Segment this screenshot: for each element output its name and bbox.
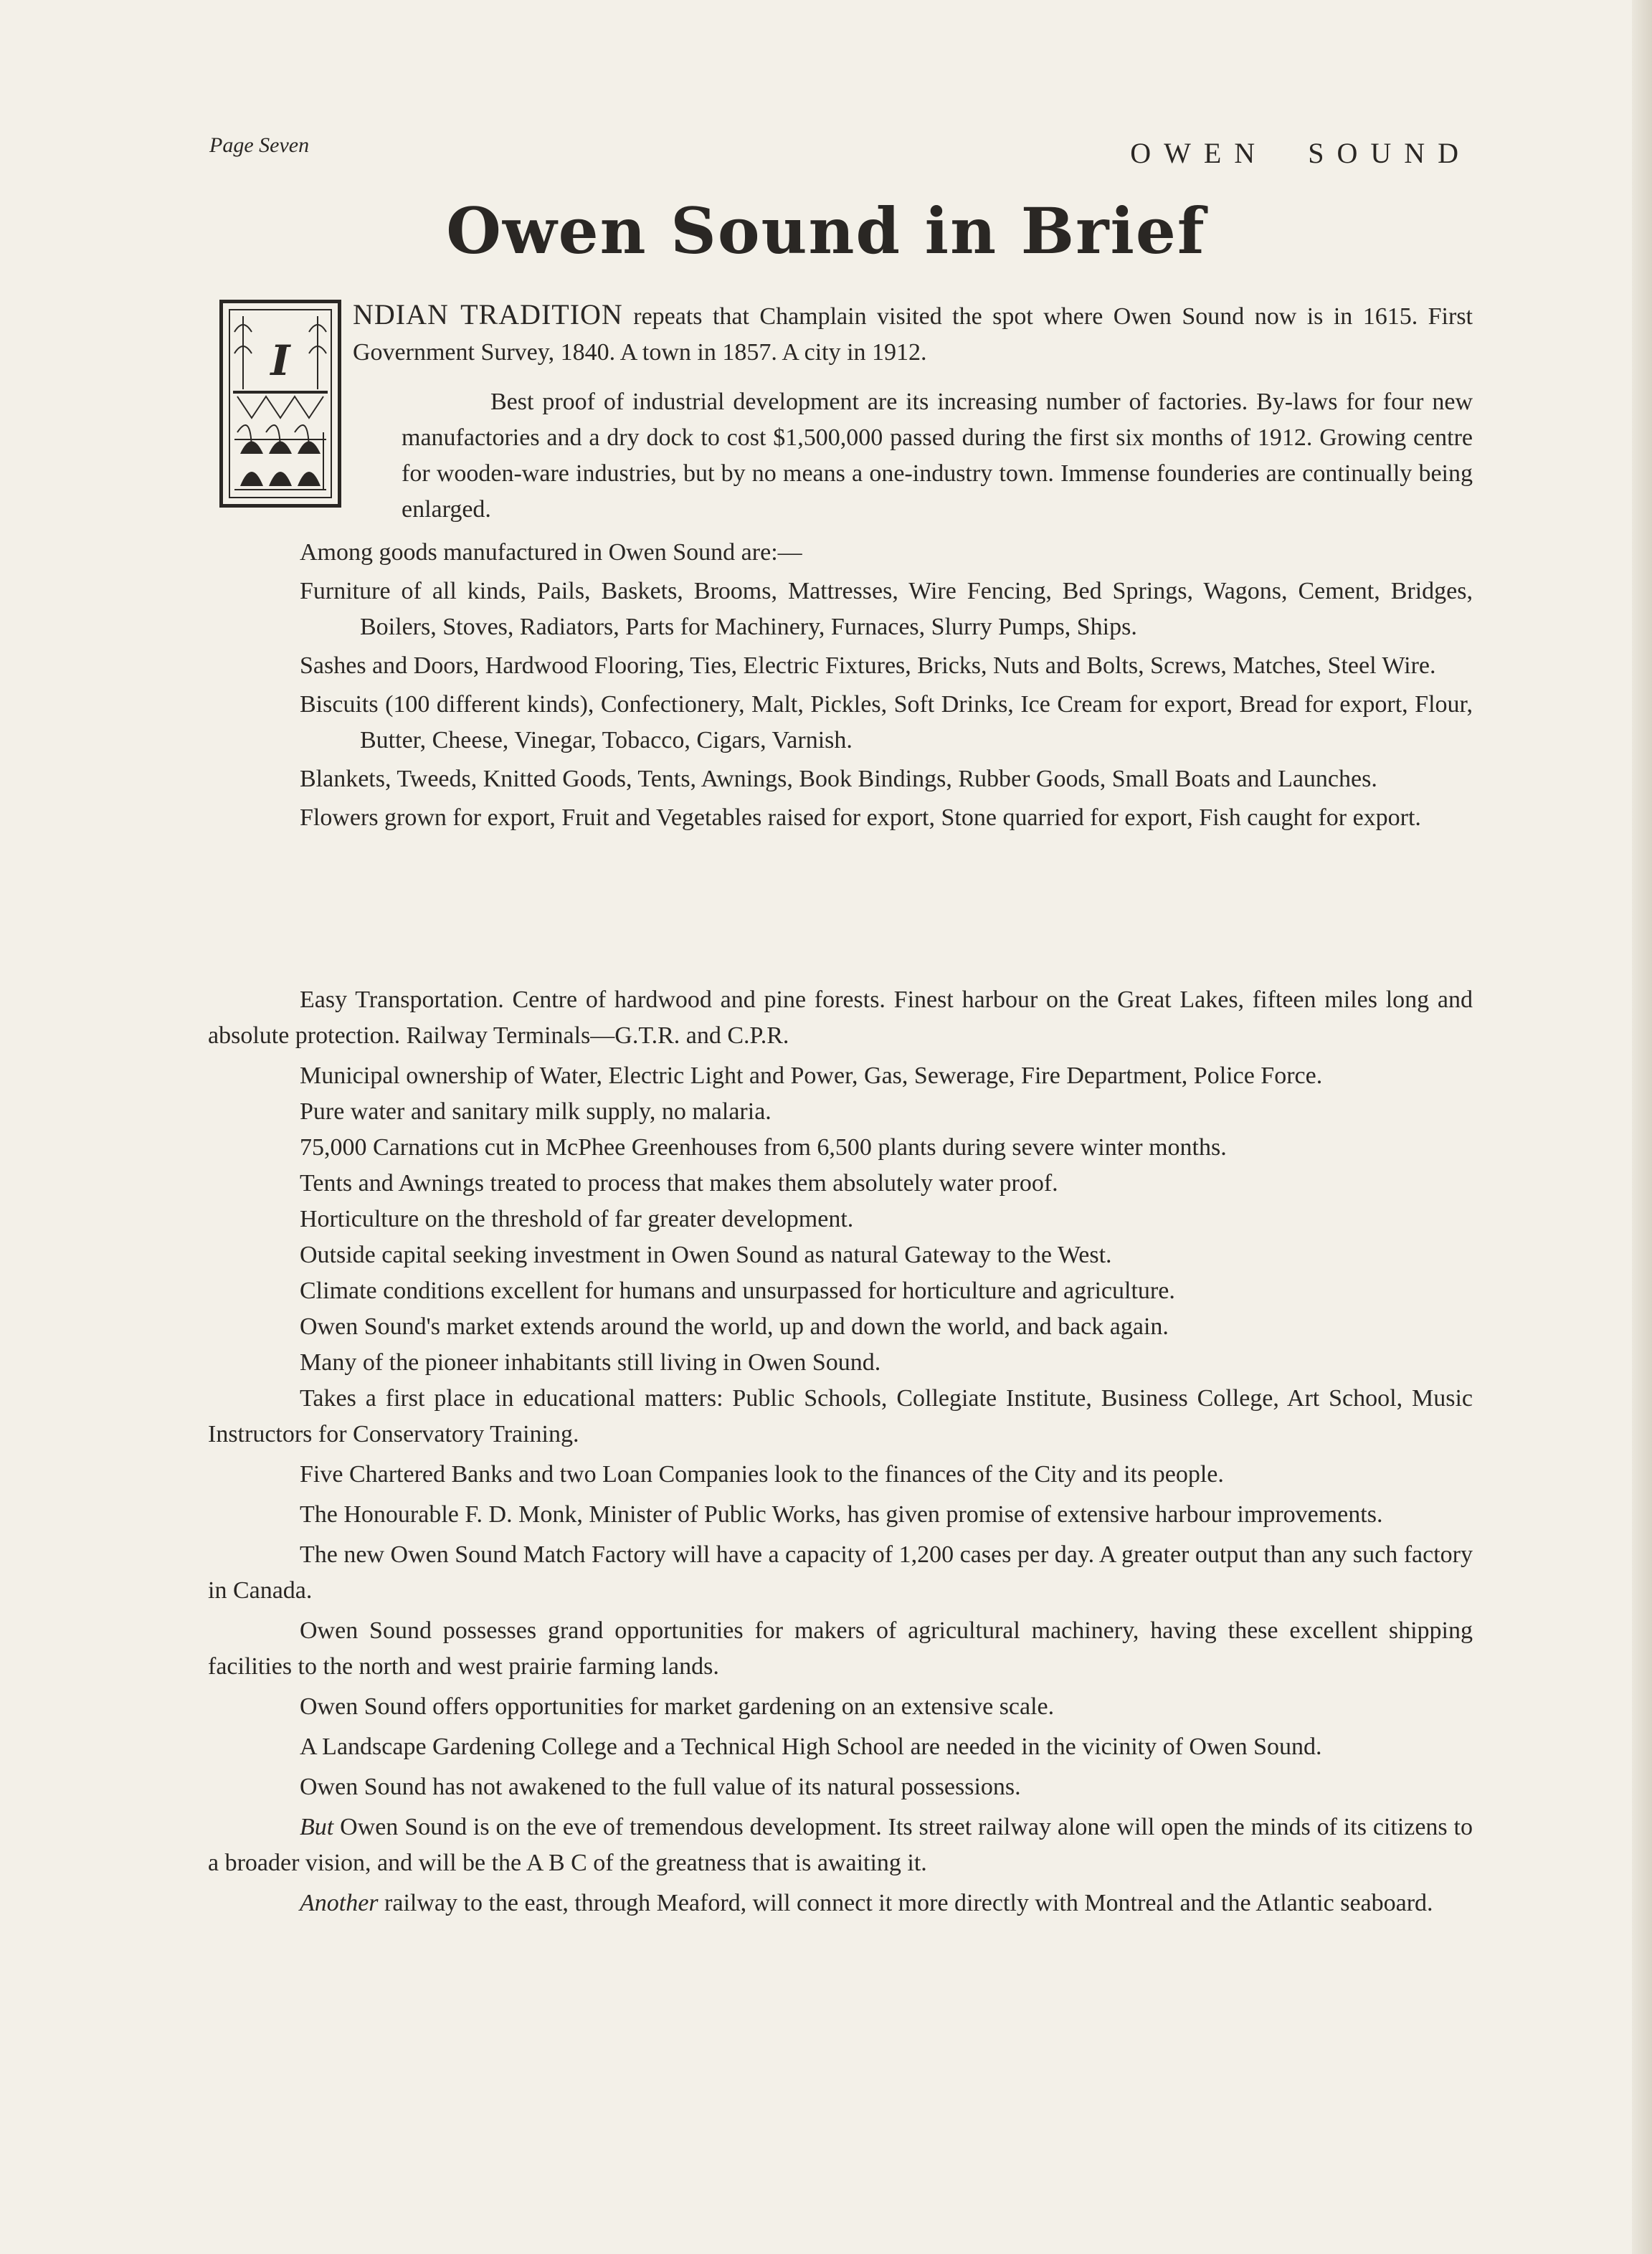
goods-section xyxy=(208,535,1473,836)
page-title: Owen Sound in Brief xyxy=(446,194,1206,268)
paragraph: Owen Sound possesses grand opportunities for makers of agricultural machinery, having these excellent shipping facilities to the north and west prairie farming lands. xyxy=(208,1617,1473,1680)
paragraph: But Owen Sound is on the eve of tremendous development. Its street railway alone will open the minds of its citizens to a broader vision, and will be the A B C of the greatness that is awaiting it. xyxy=(208,1814,1473,1876)
paragraph: Many of the pioneer inhabitants still living in Owen Sound. xyxy=(300,1349,881,1376)
paragraph: Pure water and sanitary milk supply, no malaria. xyxy=(300,1098,772,1125)
page-label: Page Seven xyxy=(209,133,310,157)
industry-paragraph: Best proof of industrial development are its increasing number of factories. By-laws for four new manufactories and a dry dock to cost $1,500,000 passed during the first six months of 1912. Growing centre for wooden-ware industries, but by no means a one-industry town. Immense founderies are continually being enlarged. xyxy=(402,389,1473,523)
paragraph: Owen Sound's market extends around the world, up and down the world, and back again. xyxy=(300,1313,1169,1340)
paragraph: 75,000 Carnations cut in McPhee Greenhouses from 6,500 plants during severe winter months. xyxy=(300,1134,1227,1161)
paragraph: Horticulture on the threshold of far greater development. xyxy=(300,1206,854,1232)
page-edge-shadow xyxy=(1632,0,1652,2254)
goods-item: Blankets, Tweeds, Knitted Goods, Tents, Awnings, Book Bindings, Rubber Goods, Small Boats and Launches. xyxy=(300,766,1377,792)
paragraph: A Landscape Gardening College and a Technical High School are needed in the vicinity of Owen Sound. xyxy=(300,1734,1322,1760)
decorative-initial xyxy=(219,300,341,508)
paragraph: Another railway to the east, through Meaford, will connect it more directly with Montreal and the Atlantic seaboard. xyxy=(300,1890,1433,1916)
paragraph: Easy Transportation. Centre of hardwood and pine forests. Finest harbour on the Great Lakes, fifteen miles long and absolute protection. Railway Terminals—G.T.R. and C.P.R. xyxy=(208,986,1473,1049)
running-head-left: OWEN xyxy=(1130,137,1268,169)
paragraph: The new Owen Sound Match Factory will have a capacity of 1,200 cases per day. A greater output than any such factory in Canada. xyxy=(208,1541,1473,1604)
goods-item: Furniture of all kinds, Pails, Baskets, Brooms, Mattresses, Wire Fencing, Bed Springs, Wagons, Cement, Bridges, Boilers, Stoves, Radiators, Parts for Machinery, Furnaces, Slurry Pumps, Ships. xyxy=(300,578,1473,640)
paragraph: The Honourable F. D. Monk, Minister of Public Works, has given promise of extensive harbour improvements. xyxy=(300,1501,1383,1528)
goods-item: Flowers grown for export, Fruit and Vegetables raised for export, Stone quarried for export, Fish caught for export. xyxy=(300,804,1421,831)
paragraph: Outside capital seeking investment in Owen Sound as natural Gateway to the West. xyxy=(300,1242,1112,1268)
paragraph: Municipal ownership of Water, Electric Light and Power, Gas, Sewerage, Fire Department, Police Force. xyxy=(300,1062,1323,1089)
goods-heading: Among goods manufactured in Owen Sound are:— xyxy=(300,539,802,566)
body-paragraphs xyxy=(208,982,1473,1921)
paragraph: Five Chartered Banks and two Loan Companies look to the finances of the City and its people. xyxy=(300,1461,1224,1488)
intro-paragraph: NDIAN TRADITION repeats that Champlain visited the spot where Owen Sound now is in 1615. First Government Survey, 1840. A town in 1857. A city in 1912. xyxy=(353,298,1473,366)
paragraph: Tents and Awnings treated to process that makes them absolutely water proof. xyxy=(300,1170,1058,1197)
initial-letter: I xyxy=(270,336,290,385)
running-head xyxy=(1130,136,1471,170)
paragraph: Owen Sound has not awakened to the full value of its natural possessions. xyxy=(300,1774,1021,1800)
goods-item: Sashes and Doors, Hardwood Flooring, Ties, Electric Fixtures, Bricks, Nuts and Bolts, Screws, Matches, Steel Wire. xyxy=(300,652,1436,679)
running-head-right: SOUND xyxy=(1308,137,1471,169)
ornament-icon xyxy=(230,310,331,497)
paragraph: Takes a first place in educational matters: Public Schools, Collegiate Institute, Business College, Art School, Music Instructors for Conservatory Training. xyxy=(208,1385,1473,1447)
paragraph: Climate conditions excellent for humans and unsurpassed for horticulture and agriculture. xyxy=(300,1278,1175,1304)
paragraph: Owen Sound offers opportunities for market gardening on an extensive scale. xyxy=(300,1693,1055,1720)
goods-item: Biscuits (100 different kinds), Confectionery, Malt, Pickles, Soft Drinks, Ice Cream for export, Bread for export, Flour, Butter, Cheese, Vinegar, Tobacco, Cigars, Varnish. xyxy=(300,691,1473,753)
